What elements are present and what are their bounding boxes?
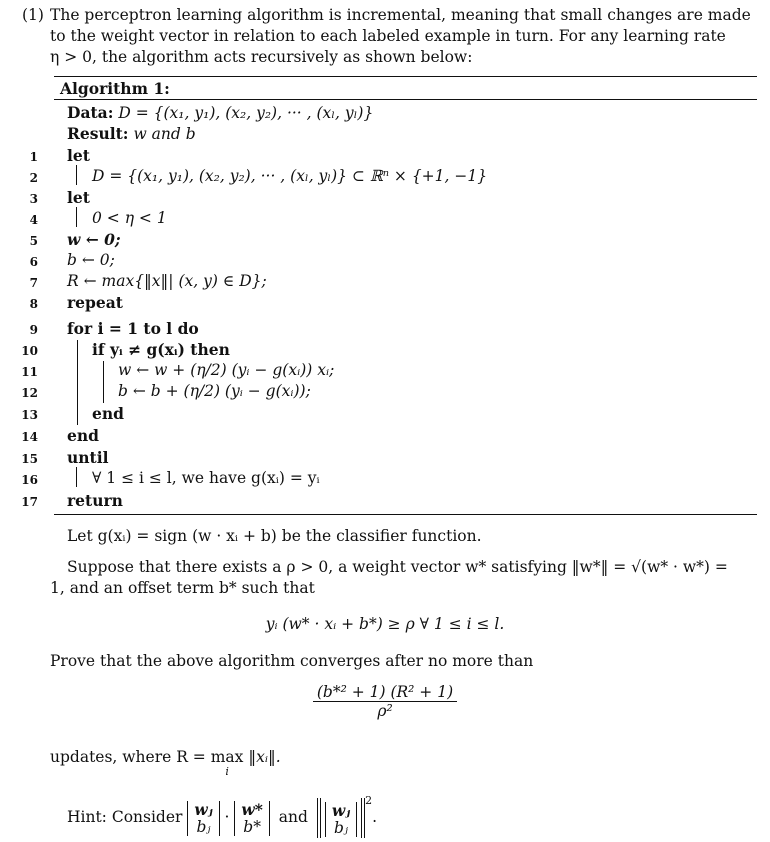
problem-number: (1): [22, 6, 44, 24]
algo-line-12: b ← b + (η/2) (yᵢ − g(xᵢ));: [118, 382, 311, 400]
vector-3-top: wⱼ: [331, 800, 351, 820]
algorithm-bottom-rule: [54, 514, 757, 515]
intro-line-1: The perceptron learning algorithm is incremental, meaning that small changes are made: [50, 6, 751, 24]
hint-vector-2: [234, 801, 269, 836]
intro-line-2: to the weight vector in relation to each labeled example in turn. For any learning rate: [50, 27, 726, 45]
updates-suffix: ‖xᵢ‖.: [243, 748, 281, 766]
line-number: 17: [21, 495, 38, 509]
classifier-definition: Let g(xᵢ) = sign (w · xᵢ + b) be the classifier function.: [67, 527, 482, 545]
line-number: 5: [29, 234, 38, 248]
vector-2-bottom: b*: [243, 817, 261, 836]
line-number: 6: [29, 255, 38, 269]
algo-line-4: 0 < η < 1: [92, 209, 167, 227]
suppose-line-2: 1, and an offset term b* such that: [50, 579, 315, 597]
algo-line-14: end: [67, 426, 99, 445]
vector-2-top: w*: [241, 799, 263, 819]
algo-line-5: w ← 0;: [67, 230, 121, 249]
block-bar: [76, 207, 77, 227]
line-number: 13: [21, 408, 38, 422]
dot-operator: ·: [224, 808, 230, 826]
line-number: 8: [29, 297, 38, 311]
algo-line-2: D = {(x₁, y₁), (x₂, y₂), ··· , (xₗ, yₗ)} ⊂ ℝⁿ × {+1, −1}: [92, 167, 488, 185]
line-number: 4: [29, 213, 38, 227]
line-number: 16: [21, 473, 38, 487]
algorithm-top-rule: [54, 76, 757, 77]
line-number: 11: [21, 365, 38, 379]
hint-and: and: [278, 808, 308, 826]
vector-1-bottom: bⱼ: [196, 817, 211, 836]
hint-norm: [317, 798, 365, 838]
line-number: 14: [21, 430, 38, 444]
algo-line-1: let: [67, 146, 90, 165]
algo-line-16: ∀ 1 ≤ i ≤ l, we have g(xᵢ) = yᵢ: [92, 469, 320, 487]
algorithm-data: [67, 103, 373, 122]
block-bar: [76, 165, 77, 185]
algo-line-7: R ← max{‖x‖| (x, y) ∈ D};: [67, 272, 267, 290]
hint-label: Hint: Consider: [67, 808, 183, 826]
algorithm-title-rule: [54, 99, 757, 100]
max-operator: [210, 748, 244, 778]
algo-line-6: b ← 0;: [67, 251, 115, 269]
algo-line-9: for i = 1 to l do: [67, 319, 199, 338]
algo-line-13: end: [92, 404, 124, 423]
line-number: 9: [29, 323, 38, 337]
result-label: Result:: [67, 124, 129, 143]
algo-line-8: repeat: [67, 293, 123, 312]
suppose-line-1: Suppose that there exists a ρ > 0, a weight vector w* satisfying ‖w*‖ = √(w* · w*) =: [67, 558, 728, 576]
line-number: 1: [29, 150, 38, 164]
algorithm-title: Algorithm 1:: [60, 79, 170, 98]
block-bar: [76, 467, 77, 487]
max-text: max: [210, 748, 244, 766]
max-subscript: i: [225, 765, 229, 778]
data-label: Data:: [67, 103, 114, 122]
update-bound: [0, 683, 770, 720]
algo-line-11: w ← w + (η/2) (yᵢ − g(xᵢ)) xᵢ;: [118, 361, 335, 379]
line-number: 10: [21, 344, 38, 358]
prove-statement: Prove that the above algorithm converges after no more than: [50, 652, 534, 670]
for-block-bar: [77, 340, 78, 425]
bound-fraction: [313, 683, 457, 720]
algo-line-17: return: [67, 491, 123, 510]
hint-vector-3: [325, 802, 357, 837]
margin-condition: yᵢ (w* · xᵢ + b*) ≥ ρ ∀ 1 ≤ i ≤ l.: [265, 615, 505, 633]
hint-vector-1: [187, 801, 219, 836]
hint-period: .: [372, 808, 378, 826]
data-value: D = {(x₁, y₁), (x₂, y₂), ··· , (xₗ, yₗ)}: [118, 104, 374, 122]
algo-line-3: let: [67, 188, 90, 207]
bound-numerator: (b*² + 1) (R² + 1): [313, 683, 457, 702]
intro-line-3: η > 0, the algorithm acts recursively as shown below:: [50, 48, 473, 66]
line-number: 2: [29, 171, 38, 185]
line-number: 7: [29, 276, 38, 290]
hint: [67, 781, 378, 837]
if-block-bar: [103, 361, 104, 403]
algo-line-15: until: [67, 448, 109, 467]
algorithm-result: [67, 124, 196, 143]
vector-1-top: wⱼ: [194, 799, 213, 819]
line-number: 12: [21, 386, 38, 400]
updates-prefix: updates, where R =: [50, 748, 211, 766]
vector-3-bottom: bⱼ: [333, 818, 348, 837]
result-value: w and b: [133, 125, 196, 143]
algo-line-10: if yᵢ ≠ g(xᵢ) then: [92, 340, 230, 359]
line-number: 15: [21, 452, 38, 466]
updates-statement: [50, 748, 281, 778]
hint-power: 2: [365, 794, 373, 807]
line-number: 3: [29, 192, 38, 206]
bound-denominator: ρ²: [377, 702, 393, 720]
